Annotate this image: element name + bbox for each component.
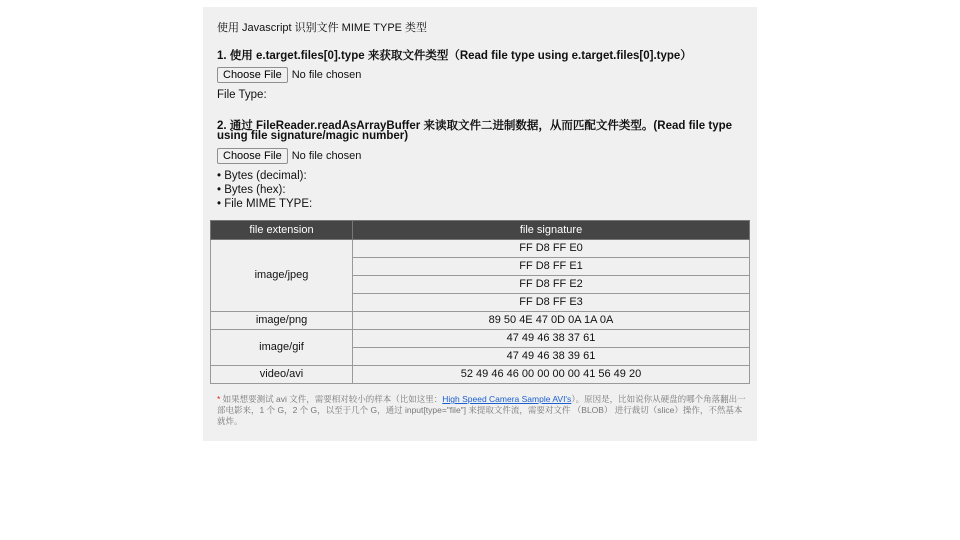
footnote-star: * (217, 394, 221, 404)
signature-cell: 52 49 46 46 00 00 00 00 41 56 49 20 (353, 366, 750, 384)
file-mime-label: • File MIME TYPE: (217, 198, 313, 210)
signature-cell: FF D8 FF E1 (353, 258, 750, 276)
section2-file-input[interactable] (217, 148, 361, 164)
section1-heading: 1. 使用 e.target.files[0].type 来获取文件类型（Read file type using e.target.files[0].type） (217, 50, 692, 62)
section2-heading: 2. 通过 FileReader.readAsArrayBuffer 来读取文件二进制数据，从而匹配文件类型。(Read file type using file signature/magic number) (217, 120, 733, 142)
page-title: 使用 Javascript 识别文件 MIME TYPE 类型 (217, 22, 428, 34)
ext-cell: image/jpeg (211, 240, 353, 312)
bytes-hex-label: • Bytes (hex): (217, 184, 286, 196)
table-row (211, 240, 750, 258)
section1-file-input[interactable] (217, 67, 361, 83)
table-row (211, 330, 750, 348)
signature-table (210, 220, 750, 384)
signature-cell: FF D8 FF E3 (353, 294, 750, 312)
ext-cell: image/png (211, 312, 353, 330)
signature-cell: 47 49 46 38 39 61 (353, 348, 750, 366)
footnote-text-before: 如果想要测试 avi 文件，需要相对较小的样本（比如这里： (220, 394, 443, 404)
table-row (211, 366, 750, 384)
choose-file-button-1[interactable]: Choose File (217, 67, 288, 83)
sample-avi-link[interactable]: High Speed Camera Sample AVI's (442, 394, 572, 404)
choose-file-button-2[interactable]: Choose File (217, 148, 288, 164)
file-status-2: No file chosen (291, 150, 362, 162)
main-card (203, 7, 757, 441)
footnote-text-after: ）。原因是，比如说你从硬盘的哪个角落翻出一部电影来，1 个 G，2 个 G，以至于几个 G，通过 input[type="file"] 来提取文件流，需要对文件 （BLOB） 进行裁切（slice）操作，不然基本就炸。 (217, 394, 746, 426)
footnote (217, 394, 747, 427)
signature-cell: FF D8 FF E0 (353, 240, 750, 258)
signature-cell: 89 50 4E 47 0D 0A 1A 0A (353, 312, 750, 330)
signature-cell: FF D8 FF E2 (353, 276, 750, 294)
file-type-label: File Type: (217, 89, 267, 101)
header-file-signature: file signature (353, 221, 750, 240)
file-status-1: No file chosen (291, 69, 362, 81)
ext-cell: video/avi (211, 366, 353, 384)
bytes-decimal-label: • Bytes (decimal): (217, 170, 307, 182)
ext-cell: image/gif (211, 330, 353, 366)
signature-cell: 47 49 46 38 37 61 (353, 330, 750, 348)
table-header-row (211, 221, 750, 240)
header-file-extension: file extension (211, 221, 353, 240)
table-row (211, 312, 750, 330)
